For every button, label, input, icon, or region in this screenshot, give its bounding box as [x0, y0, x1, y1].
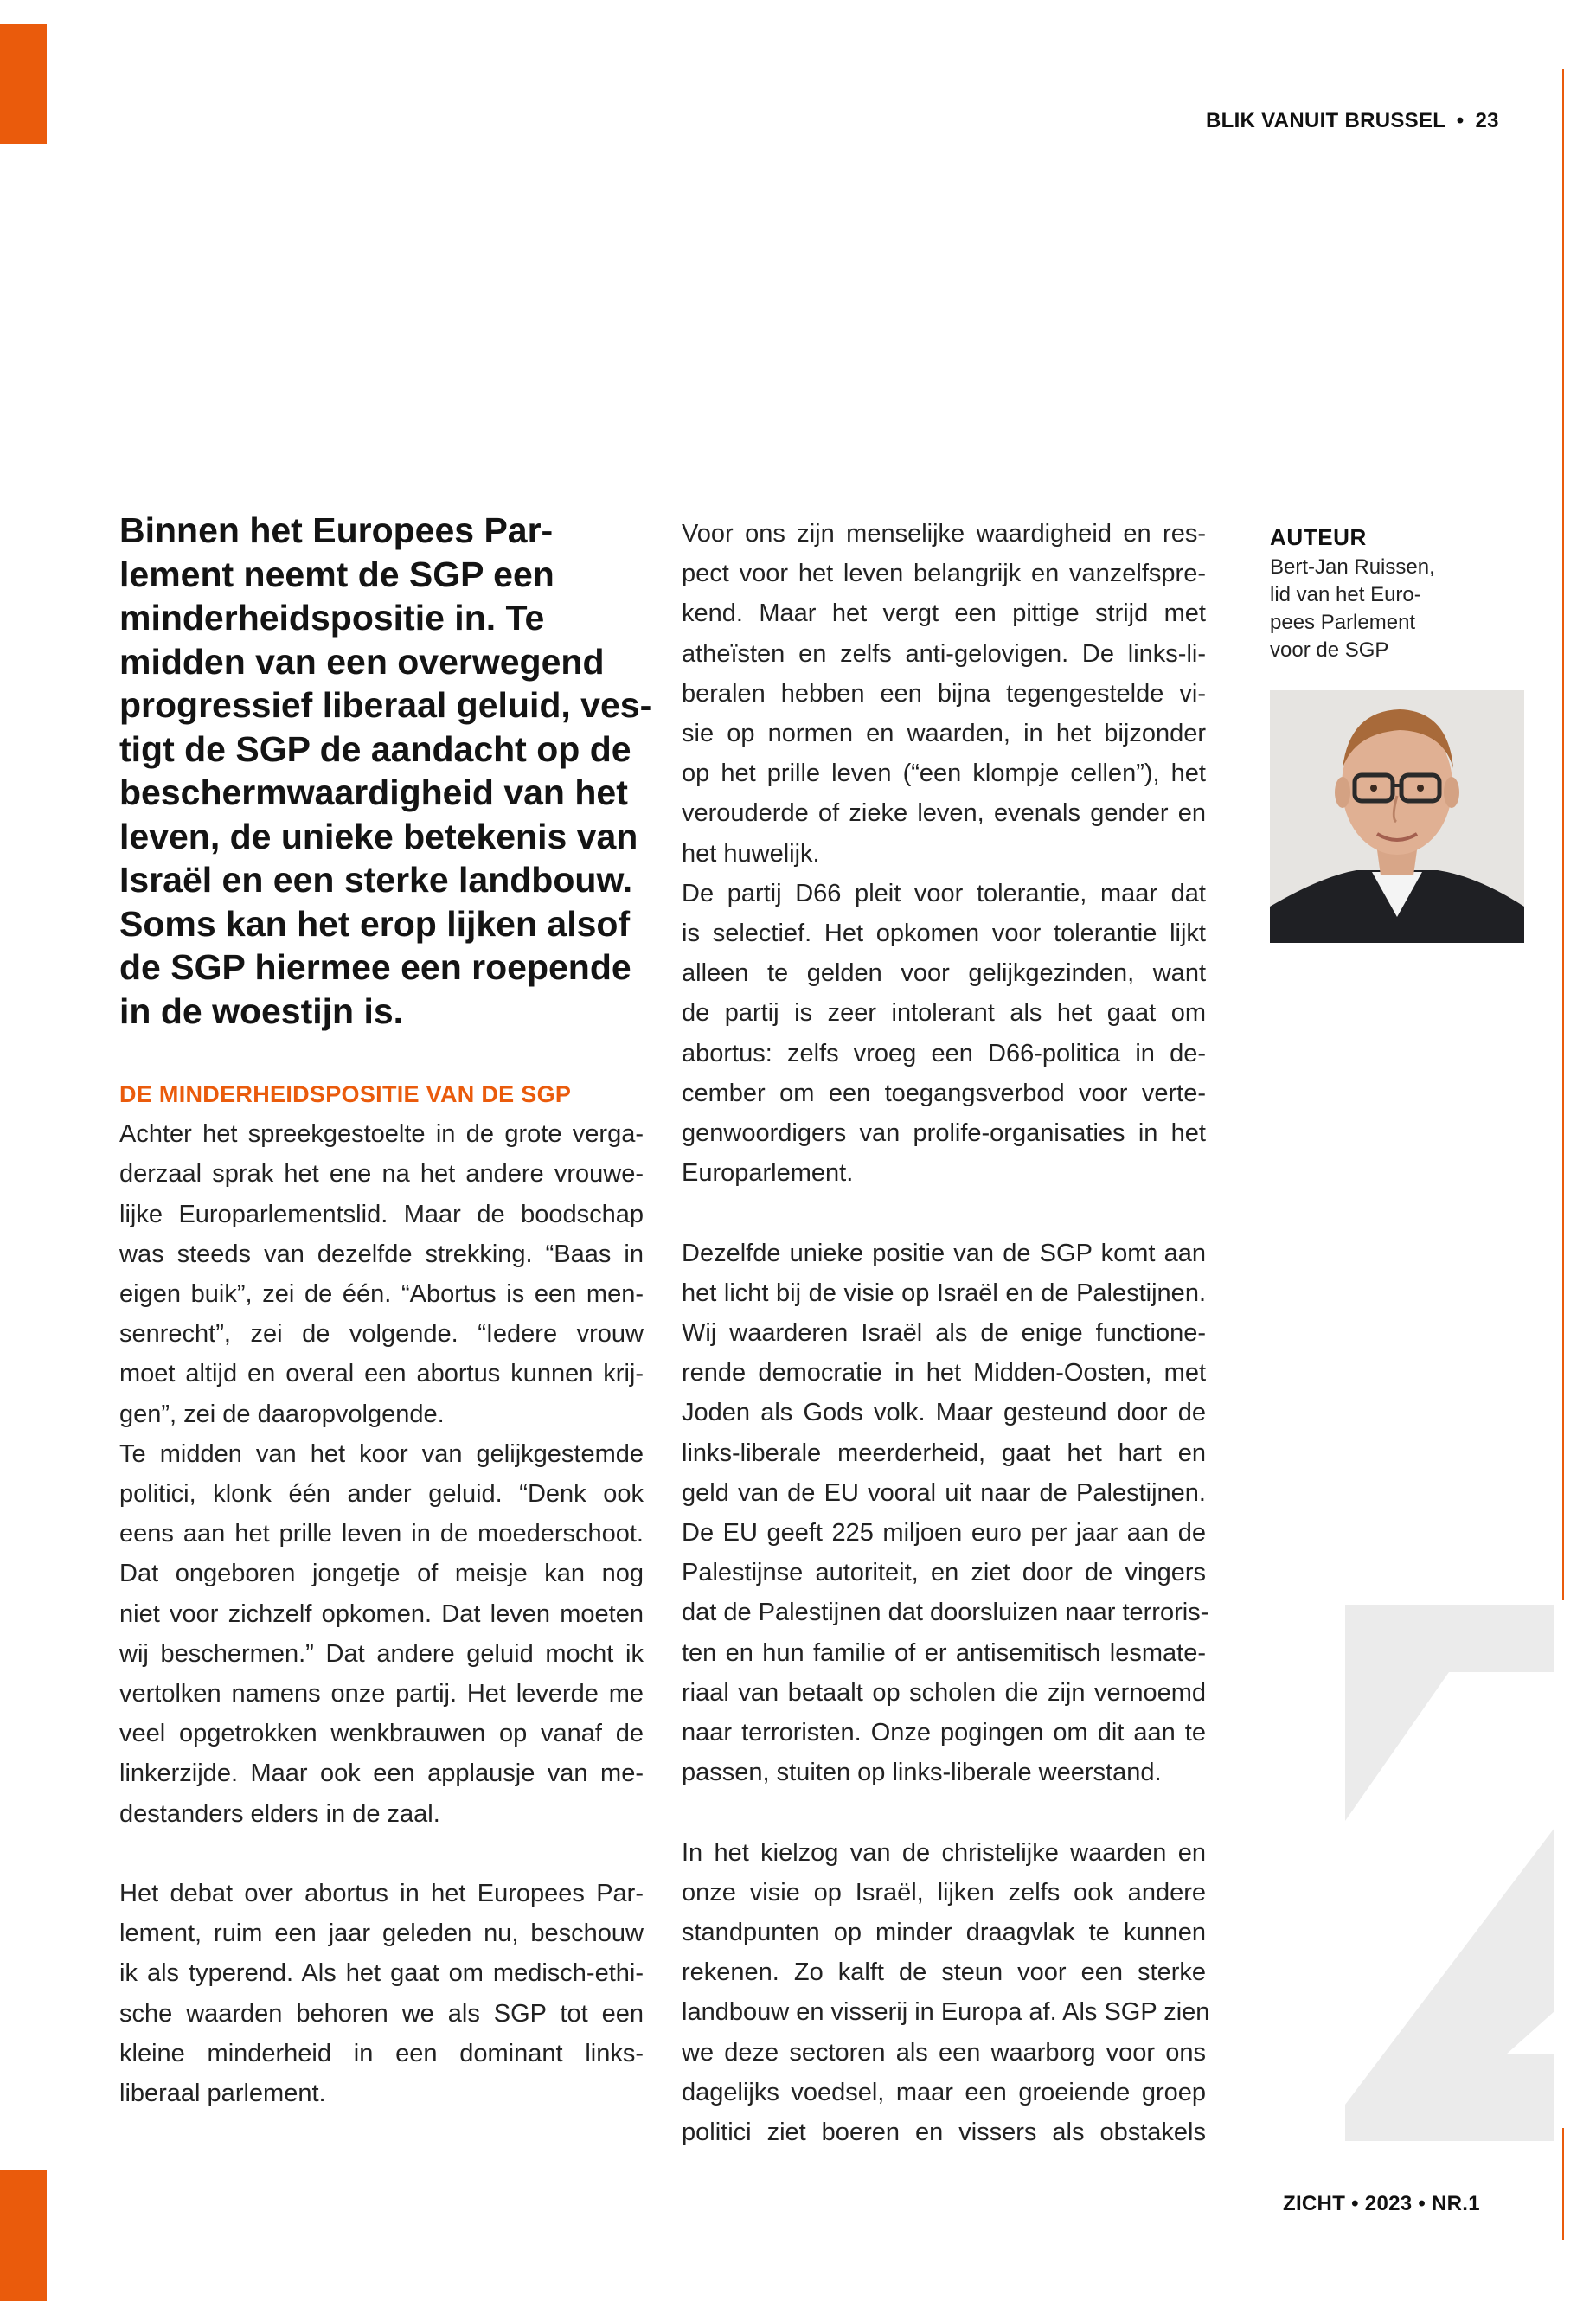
intro-line: lement neemt de SGP een: [119, 554, 554, 594]
text-line: riaal van betaalt op scholen die zijn vernoemd: [682, 1678, 1206, 1707]
text-line: rekenen. Zo kalft de steun voor een sterke: [682, 1958, 1206, 1987]
text-line: het licht bij de visie op Israël en de Palestijnen.: [682, 1279, 1206, 1307]
text-line: rende democratie in het Midden-Oosten, met: [682, 1359, 1206, 1388]
intro-line: minderheidspositie in. Te: [119, 598, 545, 638]
text-line: sie op normen en waarden, in het bijzonder: [682, 720, 1206, 748]
text-line: sche waarden behoren we als SGP tot een: [119, 1999, 644, 2028]
intro-line: midden van een overwegend: [119, 641, 605, 682]
page-number: 23: [1475, 109, 1499, 132]
text-line: Te midden van het koor van gelijkgestemde: [119, 1439, 644, 1468]
intro-line: in de woestijn is.: [119, 990, 404, 1031]
text-line: politici, klonk één ander geluid. “Denk ook: [119, 1480, 644, 1509]
text-line: Joden als Gods volk. Maar gesteund door de: [682, 1399, 1206, 1427]
text-line: passen, stuiten op links-liberale weerstand.: [682, 1759, 1162, 1787]
paragraph-gap: [682, 1792, 1206, 1832]
text-line: verouderde of zieke leven, evenals gender en: [682, 799, 1206, 828]
text-line: In het kielzog van de christelijke waarden en: [682, 1838, 1206, 1867]
text-line: naar terroristen. Onze pogingen om dit aan te: [682, 1719, 1206, 1747]
text-line: ik als typerend. Als het gaat om medisch-ethi-: [119, 1959, 644, 1988]
intro-line: leven, de unieke betekenis van: [119, 816, 638, 856]
text-line: lement, ruim een jaar geleden nu, beschouw: [119, 1920, 644, 1948]
text-line: De partij D66 pleit voor tolerantie, maar dat: [682, 879, 1206, 907]
paragraph: [119, 1434, 644, 1834]
decorative-shape: [1345, 1605, 1554, 2141]
paragraph: [119, 1874, 644, 2113]
text-line: Voor ons zijn menselijke waardigheid en res-: [682, 520, 1206, 548]
author-label: AUTEUR: [1270, 524, 1367, 550]
intro-line: Soms kan het erop lijken alsof: [119, 903, 631, 944]
intro-line: beschermwaardigheid van het: [119, 772, 628, 812]
text-line: De EU geeft 225 miljoen euro per jaar aan de: [682, 1519, 1206, 1548]
text-line: linkerzijde. Maar ook een applausje van me-: [119, 1759, 644, 1788]
text-line: niet voor zichzelf opkomen. Dat leven moeten: [119, 1599, 644, 1628]
text-line: senrecht”, zei de volgende. “Iedere vrouw: [119, 1320, 644, 1349]
text-line: geld van de EU vooral uit naar de Palestijnen.: [682, 1478, 1206, 1507]
body-column-2: [682, 514, 1210, 2152]
text-line: wij beschermen.” Dat andere geluid mocht ik: [119, 1639, 644, 1668]
intro-lead: [119, 509, 656, 1033]
author-bio-line: Bert-Jan Ruissen,: [1270, 555, 1435, 579]
text-line: was steeds van dezelfde strekking. “Baas in: [119, 1240, 644, 1268]
vertical-rule-top: [1562, 69, 1564, 1600]
text-line: eigen buik”, zei de één. “Abortus is een men-: [119, 1280, 644, 1309]
author-bio-line: pees Parlement: [1270, 611, 1416, 634]
text-line: pect voor het leven belangrijk en vanzelfspre-: [682, 560, 1206, 588]
paragraph: [682, 514, 1206, 874]
text-line: Het debat over abortus in het Europees Par-: [119, 1880, 644, 1908]
text-line: standpunten op minder draagvlak te kunnen: [682, 1919, 1206, 1947]
text-line: politici ziet boeren en vissers als obstakels: [682, 2118, 1206, 2147]
section-subheading: DE MINDERHEIDSPOSITIE VAN DE SGP: [119, 1081, 572, 1107]
vertical-rule-bottom: [1562, 2128, 1564, 2240]
text-line: atheïsten en zelfs anti-gelovigen. De links-li-: [682, 639, 1206, 668]
text-line: derzaal sprak het ene na het andere vrouwe-: [119, 1160, 644, 1189]
text-line: het huwelijk.: [682, 839, 820, 868]
text-line: onze visie op Israël, lijken zelfs ook andere: [682, 1878, 1206, 1907]
text-line: gen”, zei de daaropvolgende.: [119, 1400, 445, 1428]
text-line: veel opgetrokken wenkbrauwen op vanaf de: [119, 1720, 644, 1748]
text-line: links-liberale meerderheid, gaat het hart en: [682, 1439, 1206, 1467]
paragraph: [682, 1234, 1209, 1793]
text-line: liberaal parlement.: [119, 2080, 326, 2108]
text-line: Palestijnse autoriteit, en ziet door de vingers: [682, 1559, 1206, 1587]
text-line: dagelijks voedsel, maar een groeiende groep: [682, 2078, 1206, 2106]
text-line: Achter het spreekgestoelte in de grote verga-: [119, 1120, 644, 1149]
text-line: ten en hun familie of er antisemitisch lesmate-: [682, 1638, 1206, 1667]
intro-line: progressief liberaal geluid, ves-: [119, 685, 652, 725]
intro-line: Israël en een sterke landbouw.: [119, 860, 633, 900]
text-line: Dezelfde unieke positie van de SGP komt aan: [682, 1239, 1206, 1267]
text-line: moet altijd en overal een abortus kunnen krij-: [119, 1360, 644, 1388]
text-line: cember om een toegangsverbod voor verte-: [682, 1079, 1206, 1107]
header-separator: •: [1456, 109, 1465, 132]
section-title: BLIK VANUIT BRUSSEL: [1206, 109, 1445, 132]
author-bio-line: voor de SGP: [1270, 638, 1389, 662]
paragraph-gap: [119, 1834, 644, 1874]
text-line: de partij is zeer intolerant als het gaat om: [682, 999, 1206, 1028]
text-line: Dat ongeboren jongetje of meisje kan nog: [119, 1560, 644, 1588]
paragraph: [682, 874, 1206, 1194]
text-line: alleen te gelden voor gelijkgezinden, want: [682, 959, 1206, 988]
text-line: is selectief. Het opkomen voor tolerantie lijkt: [682, 920, 1206, 948]
intro-line: Binnen het Europees Par-: [119, 510, 554, 550]
text-line: kleine minderheid in een dominant links-: [119, 2039, 644, 2067]
text-line: landbouw en visserij in Europa af. Als SGP zien: [682, 1998, 1210, 2027]
text-line: Wij waarderen Israël als de enige functione-: [682, 1319, 1206, 1348]
footer-issue: ZICHT • 2023 • NR.1: [1283, 2192, 1480, 2215]
text-line: op het prille leven (“een klompje cellen”), het: [682, 760, 1206, 788]
body-column-1: [119, 1074, 644, 2113]
paragraph: [682, 1833, 1210, 2153]
author-photo: [1270, 690, 1524, 943]
intro-line: de SGP hiermee een roepende: [119, 947, 631, 987]
running-header: [1206, 109, 1499, 133]
text-line: destanders elders in de zaal.: [119, 1799, 440, 1828]
text-line: eens aan het prille leven in de moederschoot.: [119, 1520, 644, 1548]
text-line: genwoordigers van prolife-organisaties in het: [682, 1119, 1206, 1148]
text-line: kend. Maar het vergt een pittige strijd met: [682, 599, 1206, 628]
author-bio-line: lid van het Euro-: [1270, 583, 1421, 606]
text-line: we deze sectoren als een waarborg voor ons: [682, 2038, 1206, 2067]
text-line: lijke Europarlementslid. Maar de boodschap: [119, 1200, 644, 1228]
text-line: vertolken namens onze partij. Het leverde me: [119, 1680, 644, 1708]
text-line: beralen hebben een bijna tegengestelde vi-: [682, 679, 1206, 708]
paragraph: [119, 1114, 644, 1434]
text-line: Europarlement.: [682, 1159, 854, 1188]
text-line: abortus: zelfs vroeg een D66-politica in de-: [682, 1039, 1206, 1067]
author-bio: [1270, 554, 1495, 664]
bottom-accent-bar: [0, 2170, 47, 2301]
intro-line: tigt de SGP de aandacht op de: [119, 728, 631, 769]
paragraph-gap: [682, 1193, 1206, 1233]
text-line: dat de Palestijnen dat doorsluizen naar terroris-: [682, 1599, 1209, 1627]
top-accent-bar: [0, 24, 47, 144]
